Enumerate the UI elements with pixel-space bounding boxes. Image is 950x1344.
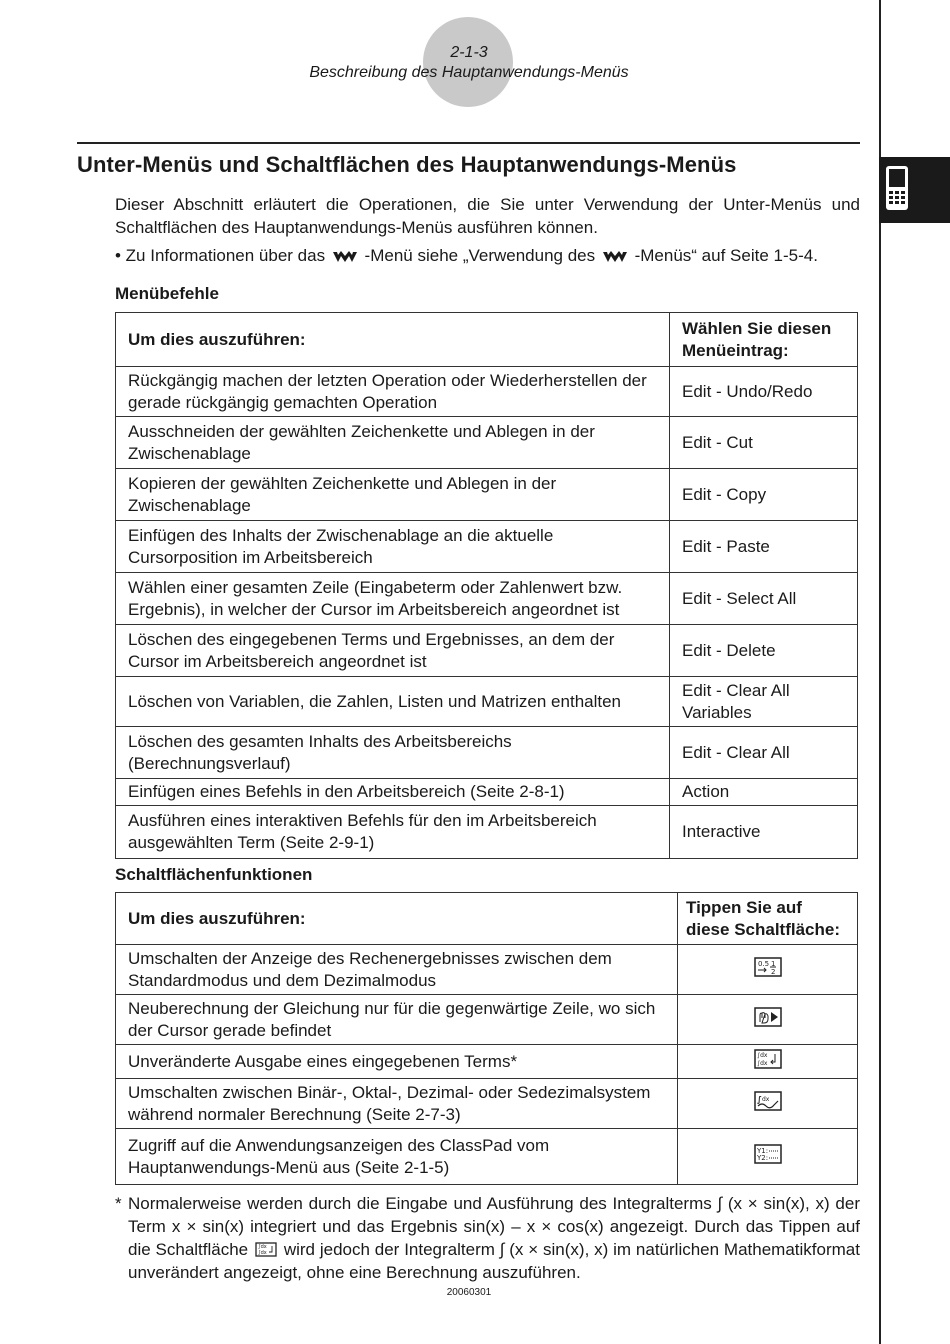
row-action: Neuberechnung der Gleichung nur für die gegenwärtige Zeile, wo sich der Cursor gerade befindet [116, 995, 678, 1045]
table-row [116, 1079, 858, 1129]
row-entry: Edit - Select All [670, 573, 858, 625]
svg-text:∫dx: ∫dx [257, 1244, 267, 1250]
svg-text:∫dx: ∫dx [756, 1051, 767, 1059]
header-col-action: Um dies auszuführen: [116, 893, 678, 945]
page-number: 2-1-3 [450, 44, 488, 61]
row-entry: Edit - Clear All [670, 727, 858, 779]
section-title: Unter-Menüs und Schaltflächen des Hauptanwendungs-Menüs [77, 152, 737, 177]
row-action: Ausführen eines interaktiven Befehls für den im Arbeitsbereich ausgewählten Term (Seite 2-9-1) [116, 806, 670, 859]
row-action: Ausschneiden der gewählten Zeichenkette und Ablegen in der Zwischenablage [116, 417, 670, 469]
header-col-entry: Wählen Sie diesen Menüeintrag: [670, 313, 858, 367]
table-row [116, 945, 858, 995]
row-action: Löschen von Variablen, die Zahlen, Listen und Matrizen enthalten [116, 677, 670, 727]
menu-commands-table [115, 312, 858, 859]
table-row [116, 625, 858, 677]
svg-text:dx: dx [761, 1095, 769, 1103]
row-action: Einfügen des Inhalts der Zwischenablage an die aktuelle Cursorposition im Arbeitsbereich [116, 521, 670, 573]
row-action: Löschen des eingegebenen Terms und Ergebnisses, an dem der Cursor im Arbeitsbereich angeordnet ist [116, 625, 670, 677]
unevaluated-output-icon [255, 1242, 277, 1257]
menu-logo-icon [332, 250, 358, 264]
footnote-marker: * [115, 1194, 122, 1213]
table-row [116, 367, 858, 417]
bullet-text-3: -Menüs“ auf Seite 1-5-4. [634, 246, 818, 265]
table-row [116, 417, 858, 469]
footnote-text-1: Normalerweise werden durch die Eingabe und Ausführung des Integralterms ∫ (x × sin(x), x) der Term x × sin(x) integriert und das Ergebnis sin(x) – x × cos(x) angezeigt. Durch das Tippen auf die Schaltfläche [128, 1194, 860, 1259]
bullet-text-1: • Zu Informationen über das [115, 246, 326, 265]
table-row [116, 779, 858, 806]
header-circle-decoration [423, 17, 513, 107]
row-action: Unveränderte Ausgabe eines eingegebenen Terms* [116, 1045, 678, 1079]
footnote-text-2: wird jedoch der Integralterm ∫ (x × sin(x), x) im natürlichen Mathematikformat unverändert angezeigt, ohne eine Berechnung auszuführen. [128, 1240, 860, 1282]
application-window-icon [754, 1144, 782, 1164]
bullet-note [115, 244, 875, 267]
table-row [116, 1129, 858, 1185]
number-system-icon [754, 1091, 782, 1111]
section-rule [77, 142, 860, 144]
table-row [116, 806, 858, 859]
svg-text:2: 2 [770, 967, 775, 976]
table-row [116, 995, 858, 1045]
footnote [115, 1192, 860, 1284]
bullet-text-2: -Menü siehe „Verwendung des [364, 246, 596, 265]
svg-text:∫dx: ∫dx [257, 1250, 267, 1256]
chapter-title: Beschreibung des Hauptanwendungs-Menüs [309, 64, 629, 81]
button-functions-table [115, 892, 858, 1185]
row-action: Rückgängig machen der letzten Operation oder Wiederherstellen der gerade rückgängig gemachten Operation [116, 367, 670, 417]
svg-text:∫: ∫ [756, 1094, 762, 1104]
page-code: 20060301 [446, 1287, 492, 1298]
classpad-device-icon [885, 165, 909, 211]
table-row [116, 1045, 858, 1079]
row-entry: Action [670, 779, 858, 806]
table-header-row [116, 313, 858, 367]
unevaluated-output-icon [754, 1049, 782, 1069]
table-row [116, 469, 858, 521]
button-functions-label: Schaltflächenfunktionen [115, 865, 313, 884]
row-action: Kopieren der gewählten Zeichenkette und Ablegen in der Zwischenablage [116, 469, 670, 521]
svg-text:∫dx: ∫dx [756, 1059, 767, 1067]
header-col-action: Um dies auszuführen: [116, 313, 670, 367]
header-col-button: Tippen Sie auf diese Schaltfläche: [678, 893, 858, 945]
row-entry: Edit - Clear All Variables [670, 677, 858, 727]
svg-text:Y2:: Y2: [756, 1153, 768, 1162]
row-entry: Interactive [670, 806, 858, 859]
intro-paragraph: Dieser Abschnitt erläutert die Operationen, die Sie unter Verwendung der Unter-Menüs und Schaltflächen des Hauptanwendungs-Menüs ausführen können. [115, 195, 860, 237]
row-action: Löschen des gesamten Inhalts des Arbeitsbereichs (Berechnungsverlauf) [116, 727, 670, 779]
table-row [116, 677, 858, 727]
table-row [116, 573, 858, 625]
table-header-row [116, 893, 858, 945]
chapter-tab [879, 157, 950, 223]
row-action: Umschalten der Anzeige des Rechenergebnisses zwischen dem Standardmodus und dem Dezimalmodus [116, 945, 678, 995]
row-entry: Edit - Copy [670, 469, 858, 521]
svg-text:Y1:: Y1: [756, 1146, 768, 1155]
row-action: Umschalten zwischen Binär-, Oktal-, Dezimal- oder Sedezimalsystem während normaler Berechnung (Seite 2-7-3) [116, 1079, 678, 1129]
row-entry: Edit - Delete [670, 625, 858, 677]
row-action: Wählen einer gesamten Zeile (Eingabeterm oder Zahlenwert bzw. Ergebnis), in welcher der Cursor im Arbeitsbereich angeordnet ist [116, 573, 670, 625]
table-row [116, 521, 858, 573]
row-action: Zugriff auf die Anwendungsanzeigen des ClassPad vom Hauptanwendungs-Menü aus (Seite 2-1-5) [116, 1129, 678, 1185]
table-row [116, 727, 858, 779]
row-entry: Edit - Undo/Redo [670, 367, 858, 417]
row-entry: Edit - Cut [670, 417, 858, 469]
svg-text:0.5: 0.5 [757, 959, 769, 968]
svg-text:1: 1 [770, 959, 775, 968]
row-action: Einfügen eines Befehls in den Arbeitsbereich (Seite 2-8-1) [116, 779, 670, 806]
recalculate-icon [754, 1007, 782, 1027]
menu-logo-icon [602, 250, 628, 264]
decimal-standard-toggle-icon [754, 957, 782, 977]
row-entry: Edit - Paste [670, 521, 858, 573]
menu-commands-label: Menübefehle [115, 284, 219, 303]
